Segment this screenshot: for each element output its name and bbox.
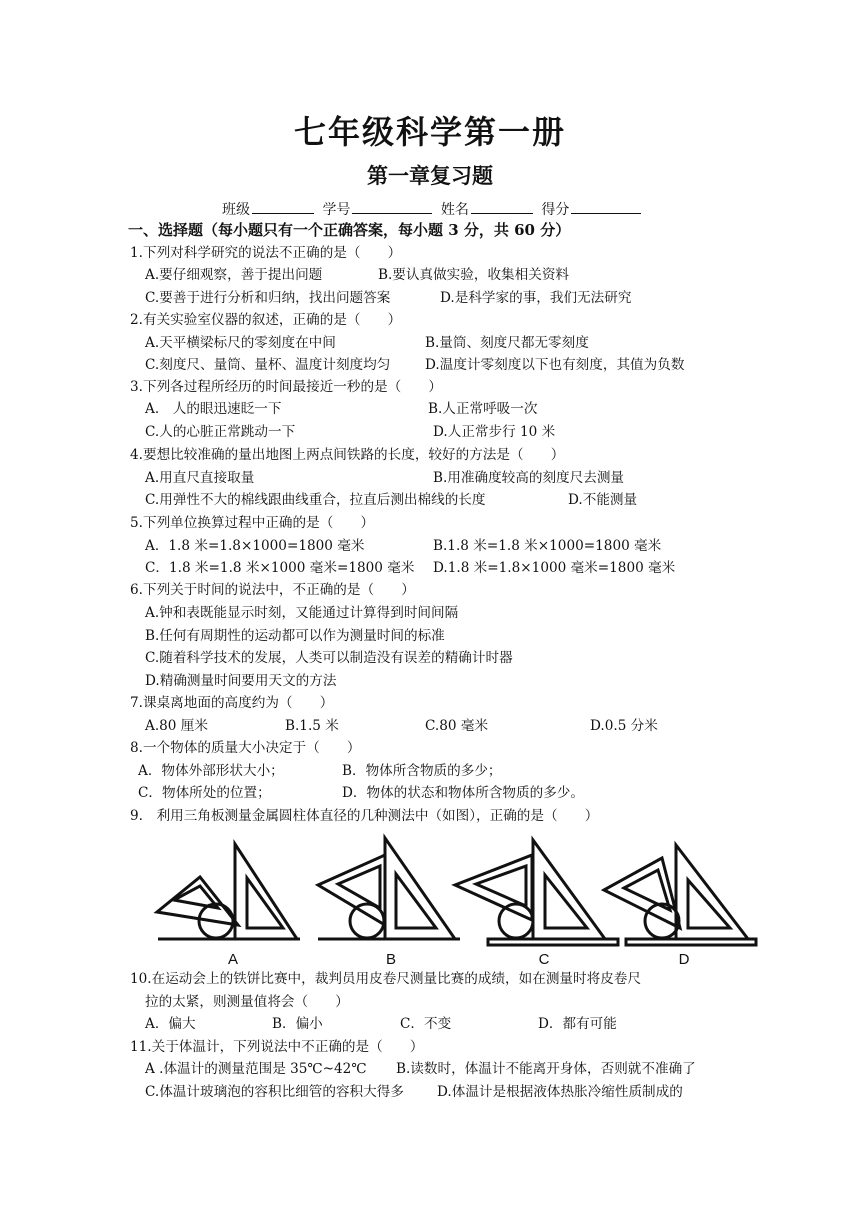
q11-option-a: A .体温计的测量范围是 35℃~42℃ (145, 1061, 367, 1077)
question-7-stem: 7.课桌离地面的高度约为（ ） (130, 695, 334, 711)
q2-option-d: D.温度计零刻度以下也有刻度，其值为负数 (425, 357, 685, 373)
id-blank[interactable] (352, 199, 432, 214)
figure-label-c: C (538, 951, 550, 968)
question-8-stem: 8.一个物体的质量大小决定于（ ） (130, 740, 361, 756)
q11-option-d: D.体温计是根据液体热胀冷缩性质制成的 (437, 1084, 683, 1100)
q6-option-c: C.随着科学技术的发展，人类可以制造没有误差的精确计时器 (145, 650, 513, 666)
q8-option-b: B．物体所含物质的多少； (342, 763, 502, 779)
score-blank[interactable] (571, 199, 641, 214)
id-label: 学号 (322, 202, 351, 218)
q4-option-a: A.用直尺直接取量 (145, 470, 255, 486)
name-label: 姓名 (440, 202, 469, 218)
q1-option-c: C.要善于进行分析和归纳，找出问题答案 (145, 290, 391, 306)
q4-option-b: B.用准确度较高的刻度尺去测量 (433, 470, 625, 486)
q10-option-a: A．偏大 (145, 1016, 196, 1032)
q3-option-d: D.人正常步行 10 米 (433, 424, 556, 440)
q8-option-a: A．物体外部形状大小； (138, 763, 284, 779)
question-10-stem: 10.在运动会上的铁饼比赛中，裁判员用皮卷尺测量比赛的成绩，如在测量时将皮卷尺 (130, 971, 641, 987)
q11-option-b: B.读数时，体温计不能离开身体，否则就不准确了 (396, 1061, 696, 1077)
figure-label-d: D (678, 951, 690, 968)
q1-option-a: A.要仔细观察，善于提出问题 (145, 267, 323, 283)
figure-b (318, 838, 460, 939)
q6-option-b: B.任何有周期性的运动都可以作为测量时间的标准 (145, 628, 445, 644)
figure-c (455, 840, 618, 945)
figure-label-b: B (385, 951, 397, 968)
q3-option-c: C.人的心脏正常跳动一下 (145, 424, 296, 440)
section-heading: 一、选择题（每小题只有一个正确答案，每小题 3 分，共 60 分） (128, 221, 571, 239)
q4-option-d: D.不能测量 (568, 492, 638, 508)
question-3-stem: 3.下列各过程所经历的时间最接近一秒的是（ ） (130, 379, 443, 395)
q5-option-b: B.1.8 米=1.8 米×1000=1800 毫米 (433, 538, 662, 554)
question-5-stem: 5.下列单位换算过程中正确的是（ ） (130, 515, 375, 531)
class-blank[interactable] (252, 199, 314, 214)
q10-option-d: D．都有可能 (538, 1016, 617, 1032)
figure-label-a: A (227, 951, 239, 968)
question-10-stem-cont: 拉的太紧，则测量值将会（ ） (145, 994, 349, 1010)
q10-option-c: C．不变 (400, 1016, 452, 1032)
q6-option-d: D.精确测量时间要用天文的方法 (145, 673, 337, 689)
q2-option-b: B.量筒、刻度尺都无零刻度 (425, 335, 589, 351)
q8-option-c: C．物体所处的位置； (138, 785, 271, 801)
q7-option-c: C.80 毫米 (425, 718, 489, 734)
q7-option-a: A.80 厘米 (145, 718, 208, 734)
q7-option-b: B.1.5 米 (285, 718, 339, 734)
q3-option-b: B.人正常呼吸一次 (428, 401, 538, 417)
page-subtitle: 第一章复习题 (367, 163, 493, 188)
score-label: 得分 (541, 202, 570, 218)
q5-option-a: A．1.8 米=1.8×1000=1800 毫米 (145, 538, 365, 554)
q5-option-c: C．1.8 米=1.8 米×1000 毫米=1800 毫米 (145, 560, 415, 576)
q1-option-b: B.要认真做实验，收集相关资料 (378, 267, 570, 283)
question-4-stem: 4.要想比较准确的量出地图上两点间铁路的长度，较好的方法是（ ） (130, 447, 565, 463)
page-title: 七年级科学第一册 (293, 113, 566, 151)
q11-option-c: C.体温计玻璃泡的容积比细管的容积大得多 (145, 1084, 404, 1100)
name-blank[interactable] (471, 199, 533, 214)
q6-option-a: A.钟和表既能显示时刻，又能通过计算得到时间间隔 (145, 605, 459, 621)
q4-option-c: C.用弹性不大的棉线跟曲线重合，拉直后测出棉线的长度 (145, 492, 486, 508)
q1-option-d: D.是科学家的事，我们无法研究 (440, 290, 632, 306)
q3-option-a: A. 人的眼迅速眨一下 (145, 401, 282, 417)
q7-option-d: D.0.5 分米 (590, 718, 658, 734)
q5-option-d: D.1.8 米=1.8×1000 毫米=1800 毫米 (433, 560, 676, 576)
question-1-stem: 1.下列对科学研究的说法不正确的是（ ） (130, 245, 402, 261)
student-info-row (222, 199, 645, 219)
class-label: 班级 (222, 202, 250, 218)
question-2-stem: 2.有关实验室仪器的叙述，正确的是（ ） (130, 312, 402, 328)
q10-option-b: B．偏小 (272, 1016, 323, 1032)
question-9-stem: 9. 利用三角板测量金属圆柱体直径的几种测法中（如图），正确的是（ ） (130, 808, 599, 824)
question-11-stem: 11.关于体温计，下列说法中不正确的是（ ） (130, 1039, 424, 1055)
triangle-ruler-figure (0, 830, 860, 970)
question-6-stem: 6.下列关于时间的说法中，不正确的是（ ） (130, 582, 415, 598)
figure-d (604, 845, 756, 945)
q2-option-c: C.刻度尺、量筒、量杯、温度计刻度均匀 (145, 357, 391, 373)
q8-option-d: D．物体的状态和物体所含物质的多少。 (342, 785, 584, 801)
q2-option-a: A.天平横梁标尺的零刻度在中间 (145, 335, 336, 351)
